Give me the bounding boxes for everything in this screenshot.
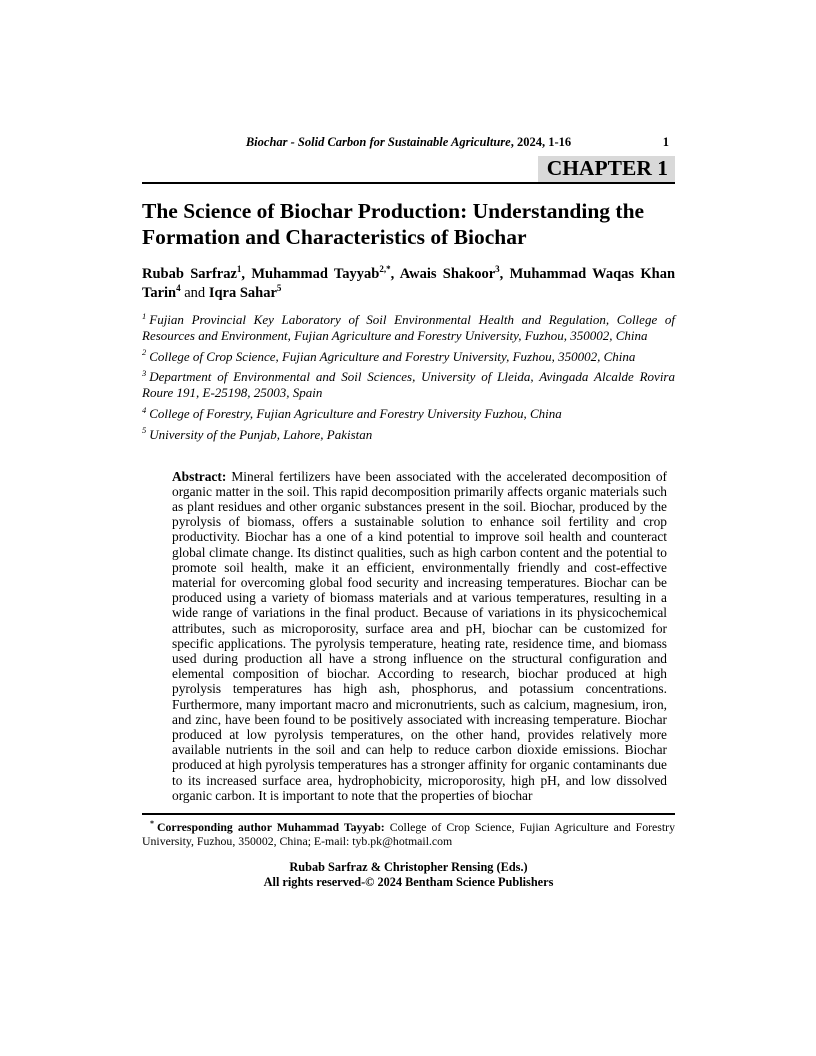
- affiliation-text: College of Crop Science, Fujian Agriculture and Forestry University, Fuzhou, 350002, China: [149, 348, 636, 364]
- author-separator: and: [180, 285, 209, 301]
- affiliation-text: Department of Environmental and Soil Sciences, University of Lleida, Avingada Alcalde Rovira Roure 191, E-25198, 25003, Spain: [142, 369, 675, 401]
- running-header: [142, 135, 675, 149]
- chapter-badge: CHAPTER 1: [538, 156, 675, 182]
- page-number: 1: [662, 135, 669, 149]
- author: [209, 285, 282, 301]
- footnote-text: College of Crop Science, Fujian Agriculture and Forestry University, Fuzhou, 350002, China; E-mail: tyb.pk@hotmail.com: [142, 820, 675, 849]
- affiliation: [142, 312, 675, 344]
- affiliation: [142, 406, 675, 422]
- author-separator: ,: [499, 266, 510, 282]
- author: [142, 266, 251, 282]
- footer-rights: All rights reserved-© 2024 Bentham Science Publishers: [263, 875, 554, 890]
- author-name: Iqra Sahar: [208, 285, 277, 301]
- author-name: Rubab Sarfraz: [142, 266, 237, 282]
- page-content: [142, 135, 675, 890]
- authors-line: [142, 265, 675, 303]
- author-affiliation-marker: 4: [176, 283, 181, 294]
- affiliation-marker: 3: [142, 368, 147, 379]
- affiliation-marker: 2: [142, 347, 147, 358]
- chapter-title: The Science of Biochar Production: Understanding the Formation and Characteristics of Biochar: [142, 199, 645, 249]
- author: [251, 266, 399, 282]
- corresponding-author-footnote: [142, 813, 675, 848]
- affiliation: [142, 349, 675, 365]
- footer-editors: Rubab Sarfraz & Christopher Rensing (Eds.): [289, 860, 528, 875]
- author-name: Awais Shakoor: [399, 266, 496, 282]
- author-separator: ,: [390, 266, 400, 282]
- affiliation: [142, 427, 675, 443]
- abstract: [172, 469, 667, 803]
- author-affiliation-marker: 3: [495, 264, 500, 275]
- affiliation: [142, 369, 675, 401]
- affiliation-marker: 5: [142, 425, 147, 436]
- footnote-label: Corresponding author Muhammad Tayyab:: [157, 820, 385, 835]
- author: [400, 266, 510, 282]
- affiliation-marker: 1: [142, 310, 147, 321]
- author-affiliation-marker: 1: [236, 264, 242, 275]
- affiliation-text: College of Forestry, Fujian Agriculture and Forestry University Fuzhou, China: [149, 405, 562, 421]
- page-footer: [142, 860, 675, 890]
- author-separator: ,: [241, 266, 252, 282]
- affiliation-text: Fujian Provincial Key Laboratory of Soil Environmental Health and Regulation, College of Resources and Environment, Fujian Agriculture and Forestry University, Fuzhou, 350002, China: [142, 312, 675, 343]
- footnote-marker: *: [150, 819, 154, 829]
- running-header-issue-info: , 2024, 1-16: [510, 135, 572, 149]
- author-name: Muhammad Waqas Khan Tarin: [142, 266, 676, 301]
- running-header-book-title: Biochar - Solid Carbon for Sustainable Agriculture: [245, 135, 511, 149]
- abstract-label: Abstract:: [172, 468, 227, 484]
- affiliation-marker: 4: [142, 404, 147, 415]
- affiliations: [142, 312, 675, 443]
- abstract-text: Mineral fertilizers have been associated with the accelerated decomposition of organic matter in the soil. This rapid decomposition primarily affects organic materials such as plant residues and other organic substances present in the soil. Biochar, produced by the pyrolysis of biomass, offers a sustainable solution to enhance soil fertility and crop productivity. Biochar has a one of a kind potential to improve soil health and counteract global climate change. Its distinct qualities, such as high carbon content and the potential to promote soil health, make it an efficient, environmentally friendly and cost-effective material for overcoming global food security and increasing temperatures. Biochar can be produced using a variety of biomass materials and at various temperatures, resulting in a wide range of variations in the final product. Because of variations in its physicochemical attributes, such as microporosity, surface area and pH, biochar can be customized for specific applications. The pyrolysis temperature, heating rate, residence time, and biomass used during production all have a strong influence on the structural configuration and elemental composition of biochar. According to research, biochar produced at high pyrolysis temperatures has high ash, phosphorus, and potassium concentrations. Furthermore, many important macro and micronutrients, such as calcium, magnesium, iron, and zinc, have been found to be positively associated with increasing temperature. Biochar produced at low pyrolysis temperatures, on the other hand, provides relatively more available nutrients in the soil and can help to reduce carbon dioxide emissions. Biochar produced at high pyrolysis temperatures has a stronger affinity for organic contaminants due to its increased surface area, hydrophobicity, microporosity, high pH, and low dissolved organic carbon. It is important to note that the properties of biochar: [172, 468, 667, 803]
- chapter-heading-row: [142, 156, 675, 184]
- affiliation-text: University of the Punjab, Lahore, Pakistan: [149, 426, 373, 442]
- author-name: Muhammad Tayyab: [251, 266, 380, 282]
- author-affiliation-marker: 5: [276, 283, 282, 294]
- author-affiliation-marker: 2,*: [379, 264, 391, 275]
